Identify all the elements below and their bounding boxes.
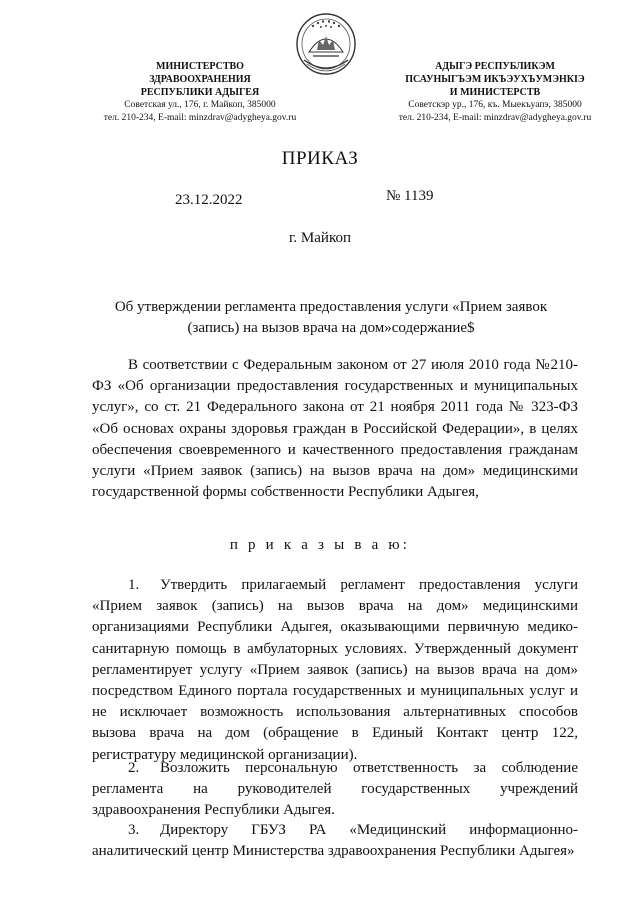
ministry-header-russian [100,60,300,125]
ministry-name-line2: ПСАУНЫГЪЭМ ИКЪЭУХЪУМЭНКІЭ [405,74,585,85]
ministry-contacts: тел. 210-234, E-mail: minzdrav@adygheya.gov.ru [398,113,592,123]
ministry-header-adyghe [395,60,595,125]
ministry-contacts: тел. 210-234, E-mail: minzdrav@adygheya.gov.ru [103,113,297,123]
document-number: № 1139 [386,188,434,204]
order-item-number: 1. [128,577,140,593]
order-item [92,758,578,822]
coat-of-arms-icon [295,12,357,78]
order-item-text: Утвердить прилагаемый регламент предоставления услуги «Прием заявок (запись) на вызов врача на дом» медицинскими организациями Республики Адыгея, оказывающими первичную медико-санитарную помощь в амбулаторных условиях. Утвержденный документ регламентирует услугу «Прием заявок (запись) на вызов врача на дом» посредством Единого портала государственных и муниципальных услуг и не исключает возможность использования альтернативных способов вызова врача на дом (обращение в Единый Контакт центр 122, регистратуру медицинской организации). [92,577,578,763]
order-item-number: 3. [128,822,140,838]
ministry-name-line2: ЗДРАВООХРАНЕНИЯ [149,74,251,85]
ministry-name-line1: МИНИСТЕРСТВО [156,61,244,72]
order-item [92,575,578,766]
preamble-paragraph: В соответствии с Федеральным законом от 27 июля 2010 года №210-ФЗ «Об организации предоставления государственных и муниципальных услуг», со ст. 21 Федерального закона от 21 ноября 2011 года № 323-ФЗ «Об основах охраны здоровья граждан в Российской Федерации», в целях обеспечения своевременного и качественного предоставления гражданам услуги «Прием заявок (запись) на вызов врача на дом» медицинскими государственной формы собственности Республики Адыгея, [92,357,578,501]
ministry-address: Советскэр ур., 176, къ. Мыекъуапэ, 385000 [408,100,582,110]
ministry-address: Советская ул., 176, г. Майкоп, 385000 [124,100,276,110]
order-item [92,820,578,862]
document-type-title: ПРИКАЗ [281,148,359,169]
order-keyword: п р и к а з ы в а ю: [229,537,411,553]
ministry-name-line1: АДЫГЭ РЕСПУБЛИКЭМ [435,61,555,72]
order-item-number: 2. [128,760,140,776]
document-city: г. Майкоп [288,230,352,246]
document-subject: Об утверждении регламента предоставления услуги «Прием заявок (запись) на вызов врача на дом»содержание$ [114,299,548,336]
ministry-name-line3: РЕСПУБЛИКИ АДЫГЕЯ [140,87,260,98]
document-date: 23.12.2022 [175,192,243,208]
order-item-text: Возложить персональную ответственность за соблюдение регламента на руководителей государственных учреждений здравоохранения Республики Адыгея. [92,760,578,819]
ministry-name-line3: И МИНИСТЕРСТВ [449,87,541,98]
order-item-text: Директору ГБУЗ РА «Медицинский информационно-аналитический центр Министерства здравоохранения Республики Адыгея» [92,822,578,860]
